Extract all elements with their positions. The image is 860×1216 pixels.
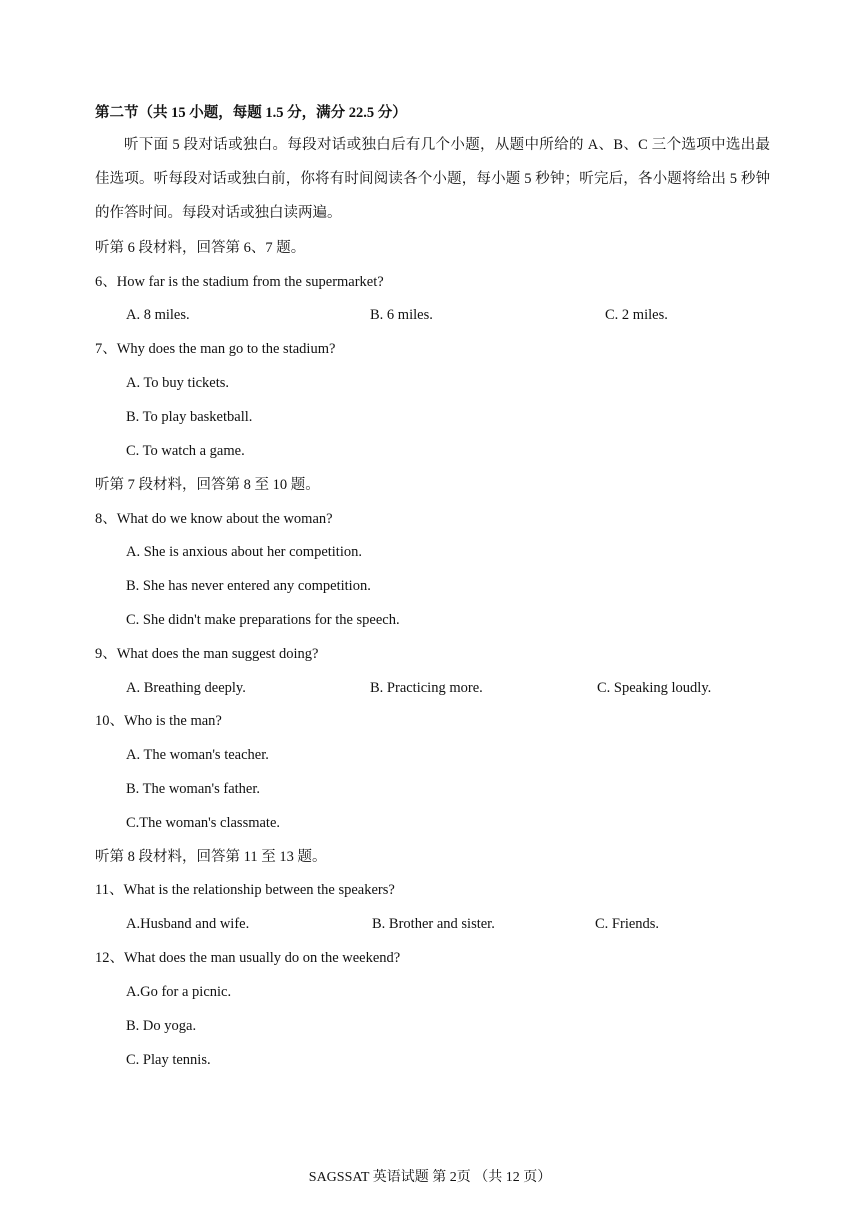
question-10-option-b: B. The woman's father. xyxy=(126,781,261,797)
passage-7-intro: 听第 7 段材料，回答第 8 至 10 题。 xyxy=(95,477,320,493)
question-10-option-a: A. The woman's teacher. xyxy=(126,747,269,763)
question-8-option-c: C. She didn't make preparations for the speech. xyxy=(126,612,400,628)
question-8-option-a: A. She is anxious about her competition. xyxy=(126,544,362,560)
question-11-stem: 11、What is the relationship between the speakers? xyxy=(95,882,395,898)
question-7-option-b: B. To play basketball. xyxy=(126,409,253,425)
question-7-stem: 7、Why does the man go to the stadium? xyxy=(95,341,336,357)
question-11-options xyxy=(0,914,860,934)
passage-8-intro: 听第 8 段材料，回答第 11 至 13 题。 xyxy=(95,849,327,865)
question-9-options xyxy=(0,678,860,698)
question-6-stem: 6、How far is the stadium from the supermarket? xyxy=(95,274,384,290)
question-12-option-a: A.Go for a picnic. xyxy=(126,984,232,1000)
question-12-stem: 12、What does the man usually do on the weekend? xyxy=(95,950,401,966)
question-7-option-c: C. To watch a game. xyxy=(126,443,245,459)
question-11-option-c: C. Friends. xyxy=(595,916,660,932)
question-7-option-a: A. To buy tickets. xyxy=(126,375,230,391)
question-6-options xyxy=(0,305,860,325)
question-11-option-a: A.Husband and wife. xyxy=(126,916,250,932)
section-heading: 第二节（共 15 小题，每题 1.5 分，满分 22.5 分） xyxy=(95,105,407,121)
instructions-paragraph: 听下面 5 段对话或独白。每段对话或独白后有几个小题，从题中所给的 A、B、C 三个选项中选出最佳选项。听每段对话或独白前，你将有时间阅读各个小题，每小题 5 秒钟；听完后，各小题将给出 5 秒钟的作答时间。每段对话或独白读两遍。 xyxy=(95,137,770,221)
passage-6-intro: 听第 6 段材料，回答第 6、7 题。 xyxy=(95,240,306,256)
question-9-option-c: C. Speaking loudly. xyxy=(597,680,712,696)
question-8-stem: 8、What do we know about the woman? xyxy=(95,511,333,527)
question-6-option-b: B. 6 miles. xyxy=(370,307,433,323)
question-12-option-b: B. Do yoga. xyxy=(126,1018,197,1034)
question-10-option-c: C.The woman's classmate. xyxy=(126,815,281,831)
question-12-option-c: C. Play tennis. xyxy=(126,1052,211,1068)
question-9-stem: 9、What does the man suggest doing? xyxy=(95,646,319,662)
question-9-option-b: B. Practicing more. xyxy=(370,680,483,696)
page-footer: SAGSSAT 英语试题 第 2页 （共 12 页） xyxy=(308,1170,552,1185)
question-10-stem: 10、Who is the man? xyxy=(95,713,222,729)
question-6-option-c: C. 2 miles. xyxy=(605,307,668,323)
question-8-option-b: B. She has never entered any competition. xyxy=(126,578,371,594)
question-11-option-b: B. Brother and sister. xyxy=(372,916,495,932)
question-6-option-a: A. 8 miles. xyxy=(126,307,190,323)
question-9-option-a: A. Breathing deeply. xyxy=(126,680,246,696)
